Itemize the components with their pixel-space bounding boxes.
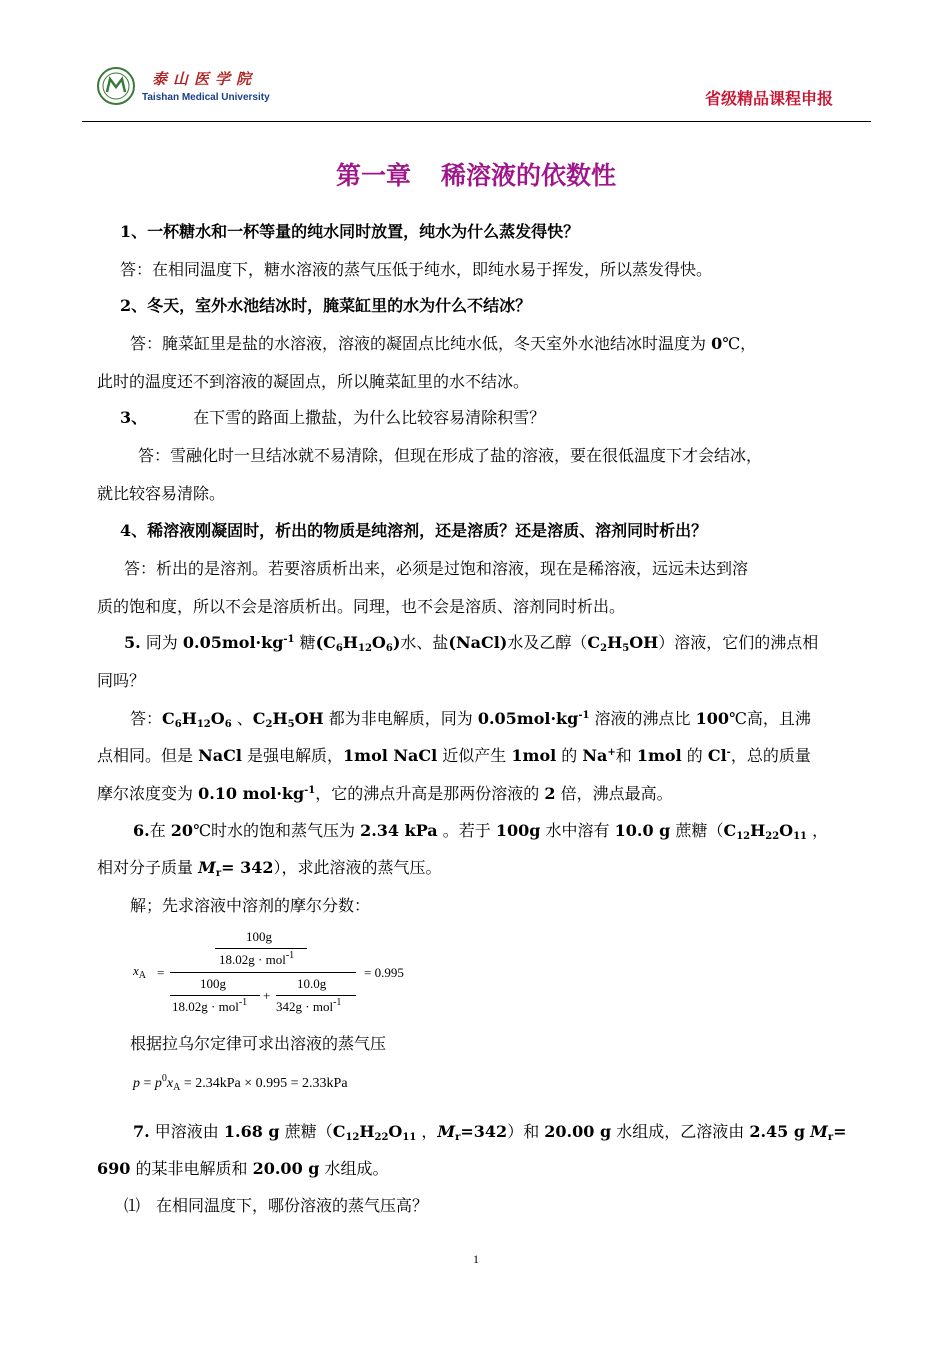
answer-4-line2: 质的饱和度，所以不会是溶质析出。同理，也不会是溶质、溶剂同时析出。	[97, 597, 626, 616]
question-7-line2: 690 的某非电解质和 20.00 g 水组成。	[97, 1159, 389, 1178]
answer-3-line2: 就比较容易清除。	[97, 484, 226, 503]
university-logo-icon	[97, 67, 135, 105]
chapter-number: 第一章	[335, 161, 411, 190]
raoult-law-text: 根据拉乌尔定律可求出溶液的蒸气压	[130, 1034, 387, 1053]
school-name-en: Taishan Medical University	[142, 92, 270, 103]
header-divider	[82, 121, 871, 122]
question-6-line1: 6.在 20℃时水的饱和蒸气压为 2.34 kPa 。若于 100g 水中溶有 10.0 g 蔗糖（$C_{12}H_{22}O_{11}$ ，	[133, 821, 829, 842]
question-2: 2、冬天，室外水池结冰时，腌菜缸里的水为什么不结冰？	[120, 296, 532, 315]
question-5-line2: 同吗？	[97, 671, 146, 690]
question-3: 3、 在下雪的路面上撒盐，为什么比较容易清除积雪？	[120, 408, 546, 427]
answer-1: 答：在相同温度下，糖水溶液的蒸气压低于纯水，即纯水易于挥发，所以蒸发得快。	[120, 260, 713, 279]
question-5-line1: 5. 同为 $0.05mol\cdot kg^{-1}$ 糖$(C_6H_{12}O_6)$水、盐(NaCl)水及乙醇$(C_2H_5OH)$溶液，它们的沸点相	[124, 633, 819, 654]
page-title	[0, 156, 952, 192]
eq1-top-denominator: 18.02g · mol$^{-1}$	[219, 950, 295, 967]
answer-3-line1: 答：雪融化时一旦结冰就不易清除，但现在形成了盐的溶液，要在很低温度下才会结冰，	[138, 446, 763, 465]
eq1-result: = 0.995	[364, 965, 404, 980]
mole-fraction-equation: 100g 18.02g · mol$^{-1}$ $x_A$ = = 0.995 100g 18.02g · mol$^{-1}$ + 10.0g 342g · mol$^{-1}$	[133, 929, 404, 1014]
chapter-name: 稀溶液的依数性	[441, 161, 617, 190]
question-1: 1、一杯糖水和一杯等量的纯水同时放置，纯水为什么蒸发得快？	[120, 222, 580, 241]
question-4: 4、稀溶液刚凝固时，析出的物质是纯溶剂，还是溶质？还是溶质、溶剂同时析出？	[120, 521, 708, 540]
eq1-b2-denominator: 342g · mol$^{-1}$	[276, 997, 342, 1014]
vapor-pressure-equation: $p = p^0x_A = 2.34kPa \times 0.995 = 2.33kPa$	[133, 1073, 348, 1093]
answer-5-line1: 答：$C_6H_{12}O_6$ 、$C_2H_5OH$ 都为非电解质，同为 $0.05mol\cdot kg^{-1}$ 溶液的沸点比 100℃高，且沸	[130, 709, 811, 730]
question-7-sub1: ⑴ 在相同温度下，哪份溶液的蒸气压高？	[124, 1196, 429, 1215]
answer-2-line1: 答：腌菜缸里是盐的水溶液，溶液的凝固点比纯水低，冬天室外水池结冰时温度为 0℃，	[130, 334, 757, 353]
eq1-b1-denominator: 18.02g · mol$^{-1}$	[172, 997, 248, 1014]
answer-4-line1: 答：析出的是溶剂。若要溶质析出来，必须是过饱和溶液，现在是稀溶液，远远未达到溶	[124, 559, 749, 578]
question-6-line2: 相对分子质量 $M_r= 342$），求此溶液的蒸气压。	[97, 858, 442, 879]
solution-6-intro: 解；先求溶液中溶剂的摩尔分数：	[130, 896, 371, 915]
answer-5-line2: 点相同。但是 NaCl 是强电解质，1mol NaCl 近似产生 1mol 的 Na+和 1mol 的 Cl-，总的质量	[97, 746, 811, 765]
answer-2-line2: 此时的温度还不到溶液的凝固点，所以腌菜缸里的水不结冰。	[97, 372, 530, 391]
answer-5-line3: 摩尔浓度变为 0.10 $mol\cdot kg^{-1}$，它的沸点升高是那两份溶液的 2 倍，沸点最高。	[97, 784, 673, 803]
header-course-label: 省级精品课程申报	[705, 89, 834, 108]
page-number: 1	[473, 1252, 479, 1266]
school-name-cn: 泰山医学院	[152, 70, 258, 88]
question-7-line1: 7. 甲溶液由 1.68 g 蔗糖（$C_{12}H_{22}O_{11}$ ，$M_r=342$）和 20.00 g 水组成，乙溶液由 2.45 g $M_r=$	[133, 1122, 847, 1143]
eq1-x-a: $x_A$	[133, 963, 147, 981]
